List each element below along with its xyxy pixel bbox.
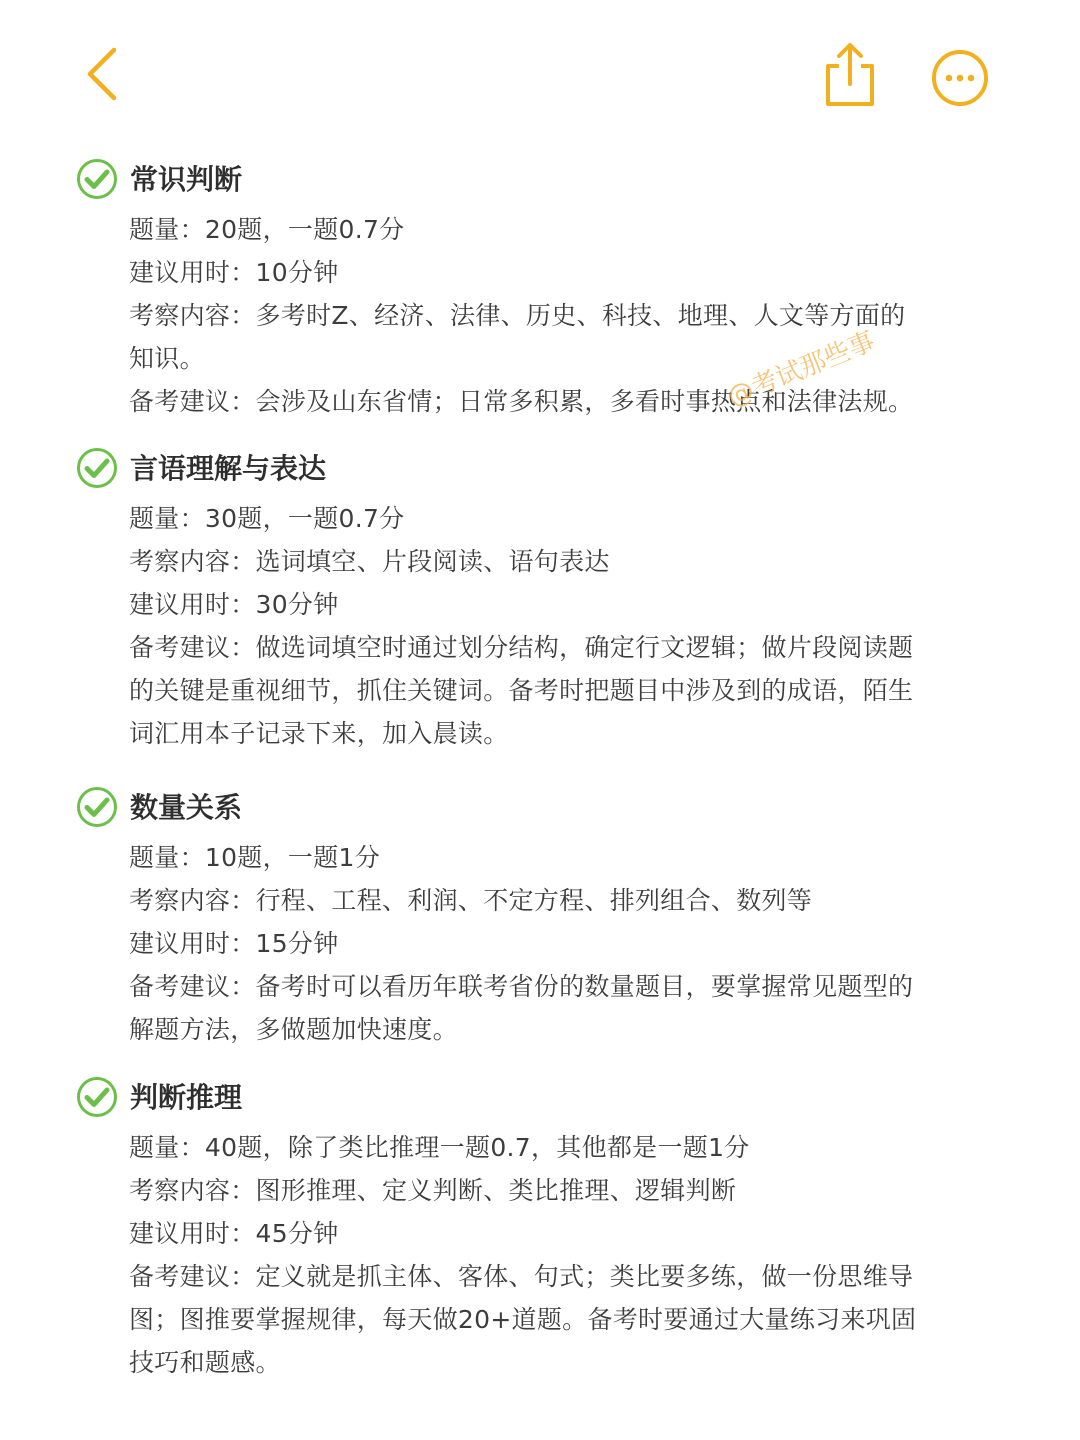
text-line: 建议用时：15分钟 xyxy=(129,929,339,958)
check-circle-icon xyxy=(76,447,118,489)
text-line: 图；图推要掌握规律，每天做20+道题。备考时要通过大量练习来巩固 xyxy=(129,1305,917,1334)
text-line: 建议用时：10分钟 xyxy=(129,258,339,287)
watermark: @考试那些事 xyxy=(723,326,880,413)
section-title: 数量关系 xyxy=(130,791,243,824)
text-line: 建议用时：45分钟 xyxy=(129,1219,339,1248)
text-line: 题量：20题，一题0.7分 xyxy=(129,215,405,244)
text-line: 词汇用本子记录下来，加入晨读。 xyxy=(129,719,509,748)
section-title: 言语理解与表达 xyxy=(130,452,327,485)
text-line: 考察内容：选词填空、片段阅读、语句表达 xyxy=(129,547,610,576)
text-line: 题量：30题，一题0.7分 xyxy=(129,504,405,533)
text-line: 备考建议：备考时可以看历年联考省份的数量题目，要掌握常见题型的 xyxy=(129,972,914,1001)
text-line: 的关键是重视细节，抓住关键词。备考时把题目中涉及到的成语，陌生 xyxy=(129,676,914,705)
text-line: 题量：10题，一题1分 xyxy=(129,843,381,872)
check-circle-icon xyxy=(76,1076,118,1118)
text-line: 建议用时：30分钟 xyxy=(129,590,339,619)
text-line: 技巧和题感。 xyxy=(129,1348,281,1377)
text-line: 题量：40题，除了类比推理一题0.7，其他都是一题1分 xyxy=(129,1133,750,1162)
text-line: 考察内容：图形推理、定义判断、类比推理、逻辑判断 xyxy=(129,1176,737,1205)
check-circle-icon xyxy=(76,786,118,828)
section-body xyxy=(129,497,979,755)
section-body xyxy=(129,836,979,1051)
chevron-left-icon[interactable] xyxy=(80,44,128,104)
top-bar xyxy=(0,0,1080,140)
more-icon[interactable] xyxy=(930,48,990,108)
section-title: 判断推理 xyxy=(130,1081,243,1114)
text-line: 知识。 xyxy=(129,344,205,373)
section-body xyxy=(129,208,979,423)
check-circle-icon xyxy=(76,158,118,200)
text-line: 解题方法，多做题加快速度。 xyxy=(129,1015,458,1044)
text-line: 备考建议：定义就是抓主体、客体、句式；类比要多练，做一份思维导 xyxy=(129,1262,914,1291)
text-line: 考察内容：行程、工程、利润、不定方程、排列组合、数列等 xyxy=(129,886,813,915)
text-line: 备考建议：会涉及山东省情；日常多积累，多看时事热点和法律法规。 xyxy=(129,387,914,416)
section-title: 常识判断 xyxy=(130,163,243,196)
share-icon[interactable] xyxy=(822,40,878,110)
section-body xyxy=(129,1126,979,1384)
text-line: 考察内容：多考时Z、经济、法律、历史、科技、地理、人文等方面的 xyxy=(129,301,906,330)
text-line: 备考建议：做选词填空时通过划分结构，确定行文逻辑；做片段阅读题 xyxy=(129,633,914,662)
